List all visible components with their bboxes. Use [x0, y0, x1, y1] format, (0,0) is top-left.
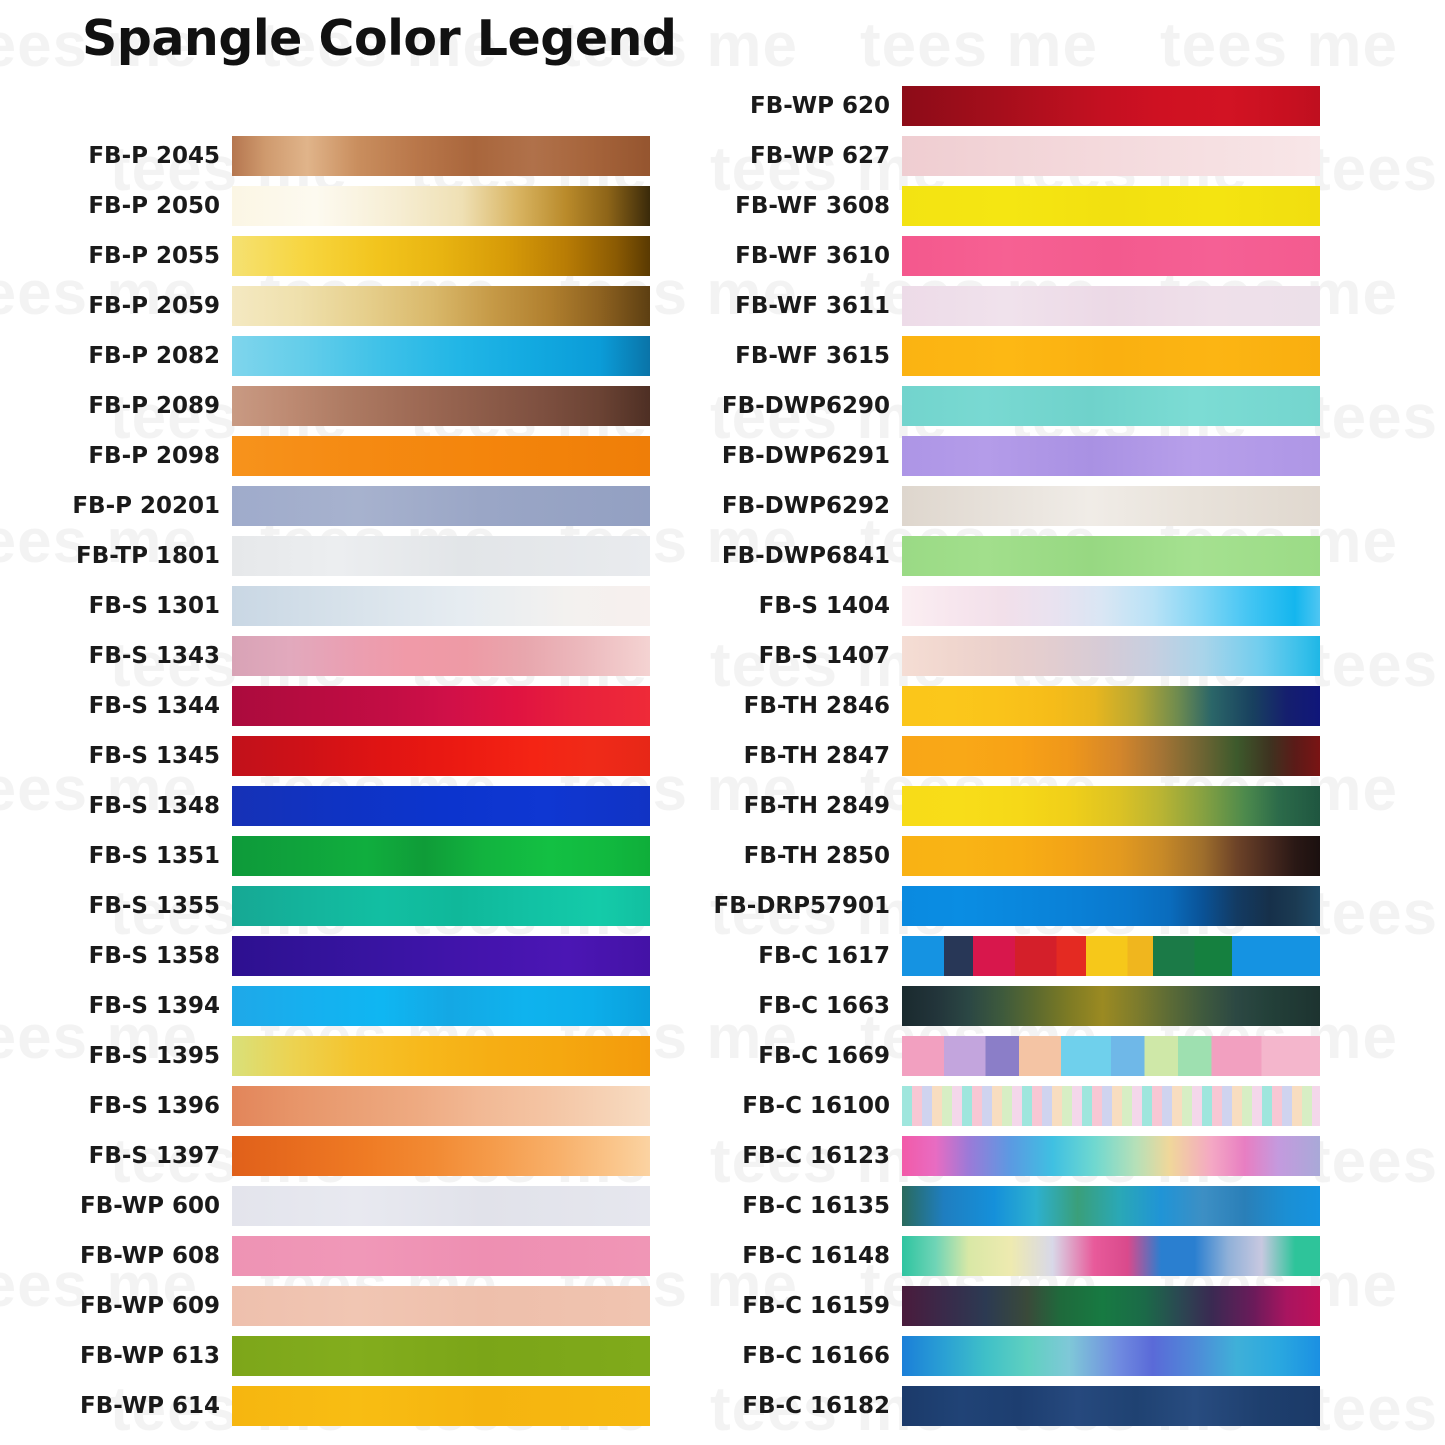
- swatch-color-bar: [902, 686, 1320, 726]
- swatch-row: [700, 81, 1320, 131]
- swatch-row: [700, 1231, 1320, 1281]
- swatch-color-bar: [902, 1336, 1320, 1376]
- swatch-code-label: FB-TH 2846: [743, 693, 890, 719]
- swatch-column-right: [700, 81, 1320, 1431]
- swatch-color-bar: [902, 986, 1320, 1026]
- swatch-row: [30, 1331, 650, 1381]
- swatch-row: [700, 281, 1320, 331]
- swatch-color-bar: [902, 1036, 1320, 1076]
- swatch-row: [30, 381, 650, 431]
- swatch-color-bar: [902, 86, 1320, 126]
- swatch-color-bar: [902, 336, 1320, 376]
- swatch-color-bar: [232, 1386, 650, 1426]
- swatch-row: [30, 1281, 650, 1331]
- swatch-code-label: FB-S 1395: [88, 1043, 220, 1069]
- swatch-row: [30, 731, 650, 781]
- swatch-code-label: FB-WP 608: [80, 1243, 220, 1269]
- swatch-row: [30, 781, 650, 831]
- swatch-color-bar: [902, 436, 1320, 476]
- swatch-row: [700, 581, 1320, 631]
- swatch-code-label: FB-P 2098: [88, 443, 220, 469]
- swatch-row: [700, 881, 1320, 931]
- swatch-color-bar: [902, 186, 1320, 226]
- swatch-row: [700, 1131, 1320, 1181]
- swatch-row: [700, 681, 1320, 731]
- swatch-row: [700, 1381, 1320, 1431]
- swatch-code-label: FB-S 1351: [88, 843, 220, 869]
- swatch-row: [700, 631, 1320, 681]
- swatch-code-label: FB-DWP6291: [721, 443, 890, 469]
- swatch-code-label: FB-S 1404: [758, 593, 890, 619]
- swatch-color-bar: [232, 1336, 650, 1376]
- swatch-code-label: FB-S 1394: [88, 993, 220, 1019]
- swatch-code-label: FB-C 16148: [742, 1243, 890, 1269]
- swatch-code-label: FB-WF 3611: [735, 293, 890, 319]
- swatch-code-label: FB-WF 3608: [735, 193, 890, 219]
- swatch-code-label: FB-P 2055: [88, 243, 220, 269]
- swatch-row: [700, 131, 1320, 181]
- swatch-color-bar: [902, 636, 1320, 676]
- swatch-row: [30, 231, 650, 281]
- swatch-row: [30, 631, 650, 681]
- swatch-row: [30, 281, 650, 331]
- swatch-code-label: FB-P 20201: [72, 493, 220, 519]
- swatch-row: [30, 331, 650, 381]
- swatch-row: [30, 1381, 650, 1431]
- swatch-row: [30, 831, 650, 881]
- swatch-row: [30, 931, 650, 981]
- swatch-code-label: FB-S 1348: [88, 793, 220, 819]
- swatch-color-bar: [902, 736, 1320, 776]
- swatch-code-label: FB-C 16166: [742, 1343, 890, 1369]
- swatch-column-left: [30, 131, 650, 1431]
- swatch-row: [700, 1031, 1320, 1081]
- swatch-color-bar: [232, 386, 650, 426]
- swatch-code-label: FB-S 1397: [88, 1143, 220, 1169]
- swatch-color-bar: [232, 486, 650, 526]
- swatch-color-bar: [902, 1386, 1320, 1426]
- swatch-color-bar: [232, 236, 650, 276]
- swatch-code-label: FB-S 1407: [758, 643, 890, 669]
- swatch-code-label: FB-TH 2849: [743, 793, 890, 819]
- swatch-row: [700, 231, 1320, 281]
- swatch-color-bar: [232, 736, 650, 776]
- swatch-code-label: FB-C 16182: [742, 1393, 890, 1419]
- swatch-code-label: FB-C 16159: [742, 1293, 890, 1319]
- swatch-code-label: FB-P 2089: [88, 393, 220, 419]
- swatch-code-label: FB-TP 1801: [76, 543, 220, 569]
- swatch-row: [30, 1131, 650, 1181]
- swatch-color-bar: [902, 786, 1320, 826]
- swatch-code-label: FB-TH 2850: [743, 843, 890, 869]
- swatch-code-label: FB-S 1345: [88, 743, 220, 769]
- swatch-row: [30, 1231, 650, 1281]
- swatch-color-bar: [902, 386, 1320, 426]
- swatch-row: [30, 1081, 650, 1131]
- swatch-code-label: FB-WP 613: [80, 1343, 220, 1369]
- swatch-code-label: FB-P 2082: [88, 343, 220, 369]
- swatch-color-bar: [232, 336, 650, 376]
- swatch-color-bar: [232, 686, 650, 726]
- swatch-code-label: FB-S 1358: [88, 943, 220, 969]
- swatch-row: [30, 1181, 650, 1231]
- swatch-color-bar: [232, 436, 650, 476]
- swatch-color-bar: [232, 936, 650, 976]
- swatch-code-label: FB-C 1617: [758, 943, 890, 969]
- swatch-row: [30, 681, 650, 731]
- swatch-color-bar: [232, 186, 650, 226]
- swatch-code-label: FB-C 1663: [758, 993, 890, 1019]
- swatch-row: [700, 431, 1320, 481]
- swatch-color-bar: [232, 636, 650, 676]
- swatch-color-bar: [232, 1236, 650, 1276]
- swatch-row: [700, 181, 1320, 231]
- swatch-row: [700, 381, 1320, 431]
- swatch-row: [700, 831, 1320, 881]
- swatch-code-label: FB-C 16123: [742, 1143, 890, 1169]
- swatch-row: [30, 881, 650, 931]
- swatch-color-bar: [232, 286, 650, 326]
- swatch-code-label: FB-TH 2847: [743, 743, 890, 769]
- swatch-row: [700, 781, 1320, 831]
- swatch-row: [700, 731, 1320, 781]
- swatch-color-bar: [232, 1086, 650, 1126]
- swatch-row: [30, 431, 650, 481]
- swatch-color-bar: [902, 136, 1320, 176]
- swatch-color-bar: [232, 1286, 650, 1326]
- swatch-color-bar: [902, 1286, 1320, 1326]
- swatch-color-bar: [232, 586, 650, 626]
- swatch-row: [30, 1031, 650, 1081]
- swatch-color-bar: [232, 886, 650, 926]
- swatch-code-label: FB-P 2059: [88, 293, 220, 319]
- swatch-color-bar: [232, 986, 650, 1026]
- swatch-color-bar: [902, 536, 1320, 576]
- swatch-color-bar: [902, 886, 1320, 926]
- swatch-row: [700, 1081, 1320, 1131]
- swatch-color-bar: [902, 936, 1320, 976]
- swatch-code-label: FB-DWP6292: [721, 493, 890, 519]
- swatch-color-bar: [232, 1186, 650, 1226]
- swatch-color-bar: [902, 1136, 1320, 1176]
- swatch-row: [30, 181, 650, 231]
- swatch-row: [700, 981, 1320, 1031]
- swatch-code-label: FB-DWP6290: [721, 393, 890, 419]
- swatch-code-label: FB-C 16135: [742, 1193, 890, 1219]
- swatch-code-label: FB-DRP57901: [713, 893, 890, 919]
- swatch-code-label: FB-WP 620: [750, 93, 890, 119]
- swatch-row: [30, 481, 650, 531]
- swatch-code-label: FB-WP 627: [750, 143, 890, 169]
- swatch-row: [700, 481, 1320, 531]
- swatch-row: [30, 531, 650, 581]
- swatch-row: [700, 1181, 1320, 1231]
- swatch-color-bar: [232, 1136, 650, 1176]
- page-title: Spangle Color Legend: [82, 10, 677, 67]
- swatch-code-label: FB-WF 3615: [735, 343, 890, 369]
- swatch-code-label: FB-S 1355: [88, 893, 220, 919]
- swatch-color-bar: [902, 286, 1320, 326]
- swatch-row: [700, 931, 1320, 981]
- swatch-row: [700, 1281, 1320, 1331]
- swatch-color-bar: [232, 536, 650, 576]
- swatch-color-bar: [902, 836, 1320, 876]
- swatch-color-bar: [902, 486, 1320, 526]
- swatch-code-label: FB-S 1344: [88, 693, 220, 719]
- swatch-code-label: FB-WP 614: [80, 1393, 220, 1419]
- swatch-row: [700, 531, 1320, 581]
- swatch-color-bar: [232, 136, 650, 176]
- swatch-code-label: FB-P 2045: [88, 143, 220, 169]
- swatch-code-label: FB-WP 609: [80, 1293, 220, 1319]
- swatch-code-label: FB-P 2050: [88, 193, 220, 219]
- swatch-color-bar: [902, 1236, 1320, 1276]
- swatch-code-label: FB-WF 3610: [735, 243, 890, 269]
- swatch-code-label: FB-S 1396: [88, 1093, 220, 1119]
- swatch-row: [700, 1331, 1320, 1381]
- swatch-code-label: FB-WP 600: [80, 1193, 220, 1219]
- swatch-code-label: FB-S 1343: [88, 643, 220, 669]
- swatch-row: [30, 131, 650, 181]
- swatch-color-bar: [232, 836, 650, 876]
- swatch-color-bar: [902, 586, 1320, 626]
- swatch-color-bar: [902, 1086, 1320, 1126]
- swatch-row: [30, 981, 650, 1031]
- swatch-code-label: FB-C 1669: [758, 1043, 890, 1069]
- swatch-color-bar: [232, 786, 650, 826]
- swatch-code-label: FB-DWP6841: [721, 543, 890, 569]
- swatch-row: [700, 331, 1320, 381]
- swatch-color-bar: [902, 1186, 1320, 1226]
- swatch-color-bar: [232, 1036, 650, 1076]
- swatch-code-label: FB-S 1301: [88, 593, 220, 619]
- swatch-color-bar: [902, 236, 1320, 276]
- swatch-code-label: FB-C 16100: [742, 1093, 890, 1119]
- swatch-row: [30, 581, 650, 631]
